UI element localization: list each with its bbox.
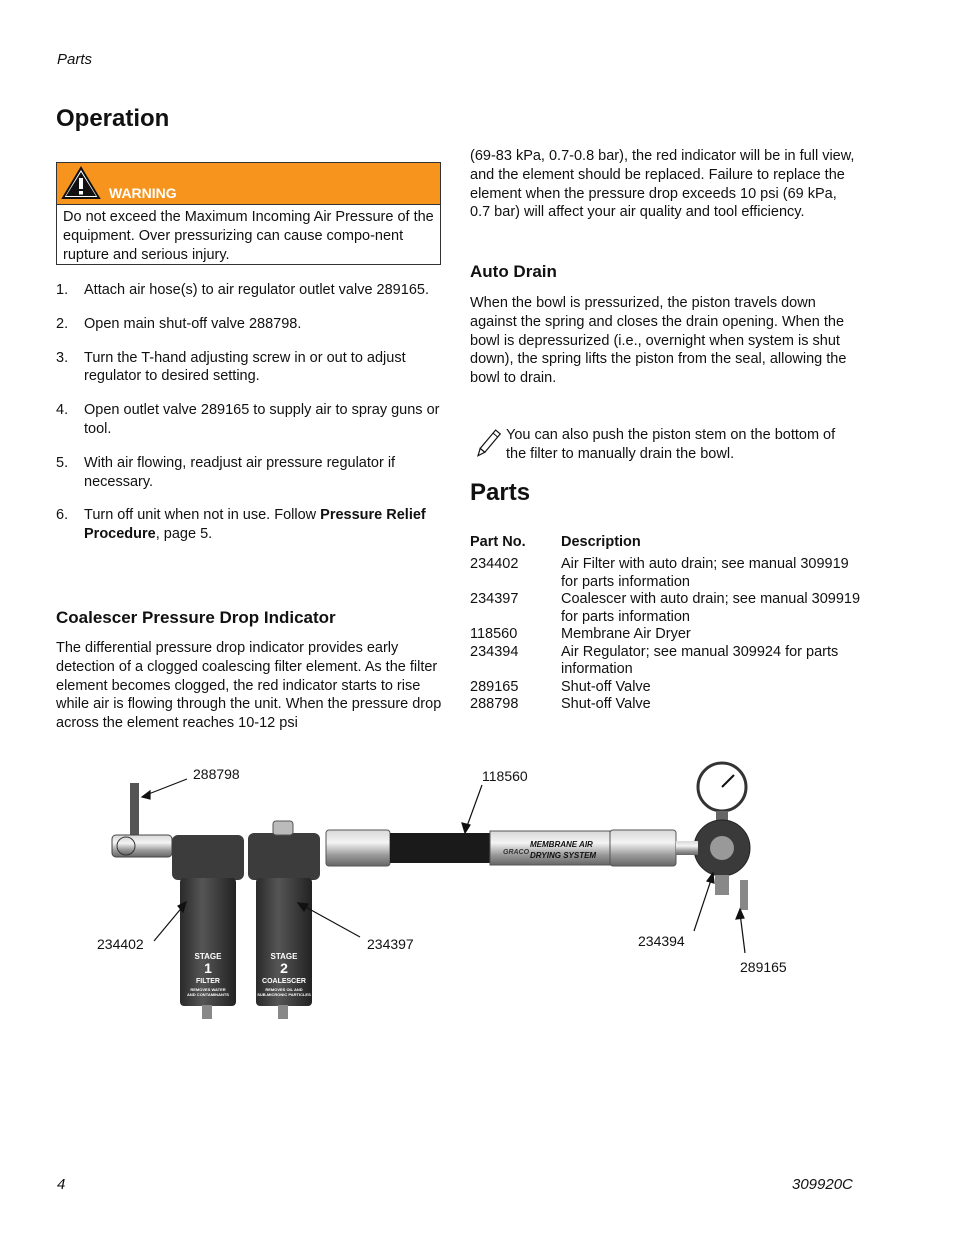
table-row: 289165 Shut-off Valve [470,678,651,695]
callout-234394: 234394 [638,933,685,949]
list-item: 1. Attach air hose(s) to air regulator outlet valve 289165. [56,282,429,298]
dryer-label-line2: DRYING SYSTEM [530,851,597,860]
pressure-relief-reference: Pressure Relief Procedure [84,507,426,543]
coalescer-text-continued: (69-83 kPa, 0.7-0.8 bar), the red indicator will be in full view, and the element should be replaced. Failure to replace the element when the pressure drop exceeds 10 psi (69 kPa, 0.7 bar) will affect your air quality and tool efficiency. [470,148,855,221]
callout-234397: 234397 [367,936,414,952]
warning-icon [61,166,101,200]
regulator-234394 [676,763,750,910]
page-number: 4 [57,1176,66,1193]
running-header: Parts [57,51,93,68]
col-part-number: Part No. [470,534,526,550]
table-header [470,534,861,556]
table-row: 118560 Membrane Air Dryer [470,626,691,642]
stage2-number: 2 [280,960,288,976]
callout-288798: 288798 [193,766,240,782]
table-row: 288798 Shut-off Valve [470,696,651,712]
stage2-sub2: SUB-MICRONIC PARTICLES [257,992,311,997]
list-item: 5. With air flowing, readjust air pressure regulator if necessary. [56,454,396,490]
callout-289165: 289165 [740,959,787,975]
callout-118560: 118560 [482,768,528,784]
parts-table [470,534,861,714]
callout-234402: 234402 [97,936,144,952]
warning-header [57,163,440,205]
stage1-name: FILTER [196,978,220,985]
document-number: 309920C [792,1176,853,1193]
parts-title: Parts [470,479,531,506]
warning-box [56,162,441,265]
stage2-name: COALESCER [262,978,306,985]
stage1-sub2: AND CONTAMINANTS [187,992,229,997]
stage1-number: 1 [204,960,212,976]
table-row: 234397 Coalescer with auto drain; see manual 309919 for parts information [470,591,861,625]
graco-brand: GRACO [503,849,530,856]
auto-drain-text: When the bowl is pressurized, the piston travels down against the spring and closes the drain opening. When the bowl is depressurized (i.e., overnight when system is shut down), the spring lifts the piston from the seal, allowing the bowl to drain. [470,295,847,387]
note-text: You can also push the piston stem on the bottom of the filter to manually drain the bowl. [506,427,836,462]
dryer-label-line1: MEMBRANE AIR [530,840,593,849]
warning-text: Do not exceed the Maximum Incoming Air Pressure of the equipment. Over pressurizing can cause compo-nent rupture and serious injury. [63,209,434,263]
operation-steps [56,281,440,559]
list-item: 3. Turn the T-hand adjusting screw in or out to adjust regulator to desired setting. [56,349,406,385]
warning-label: WARNING [109,185,177,201]
col-description: Description [561,534,641,550]
table-row: 234402 Air Filter with auto drain; see manual 309919 for parts information [470,556,849,590]
coalescer-heading: Coalescer Pressure Drop Indicator [56,608,336,627]
auto-drain-heading: Auto Drain [470,262,557,281]
shutoff-valve-288798 [112,783,172,857]
table-row: 234394 Air Regulator; see manual 309924 for parts information [470,643,839,677]
operation-title: Operation [56,105,170,132]
list-item: 6. Turn off unit when not in use. Follow Pressure Relief Procedure, page 5. [56,507,426,543]
stage1-label: STAGE [194,952,222,961]
stage1-sub1: REMOVES WATER [190,987,226,992]
list-item: 2. Open main shut-off valve 288798. [56,315,302,332]
membrane-dryer-118560 [326,830,676,866]
air-system-illustration [90,755,870,1030]
stage2-label: STAGE [270,952,298,961]
pencil-note-icon [470,428,504,462]
list-item: 4. Open outlet valve 289165 to supply air to spray guns or tool. [56,402,440,437]
stage2-sub1: REMOVES OIL AND [265,987,303,992]
coalescer-text: The differential pressure drop indicator provides early detection of a clogged coalescing filter element. As the filter element becomes clogged, the red indicator starts to rise while air is flowing through the unit. When the pressure drop across the element reaches 10-12 psi [56,640,442,732]
